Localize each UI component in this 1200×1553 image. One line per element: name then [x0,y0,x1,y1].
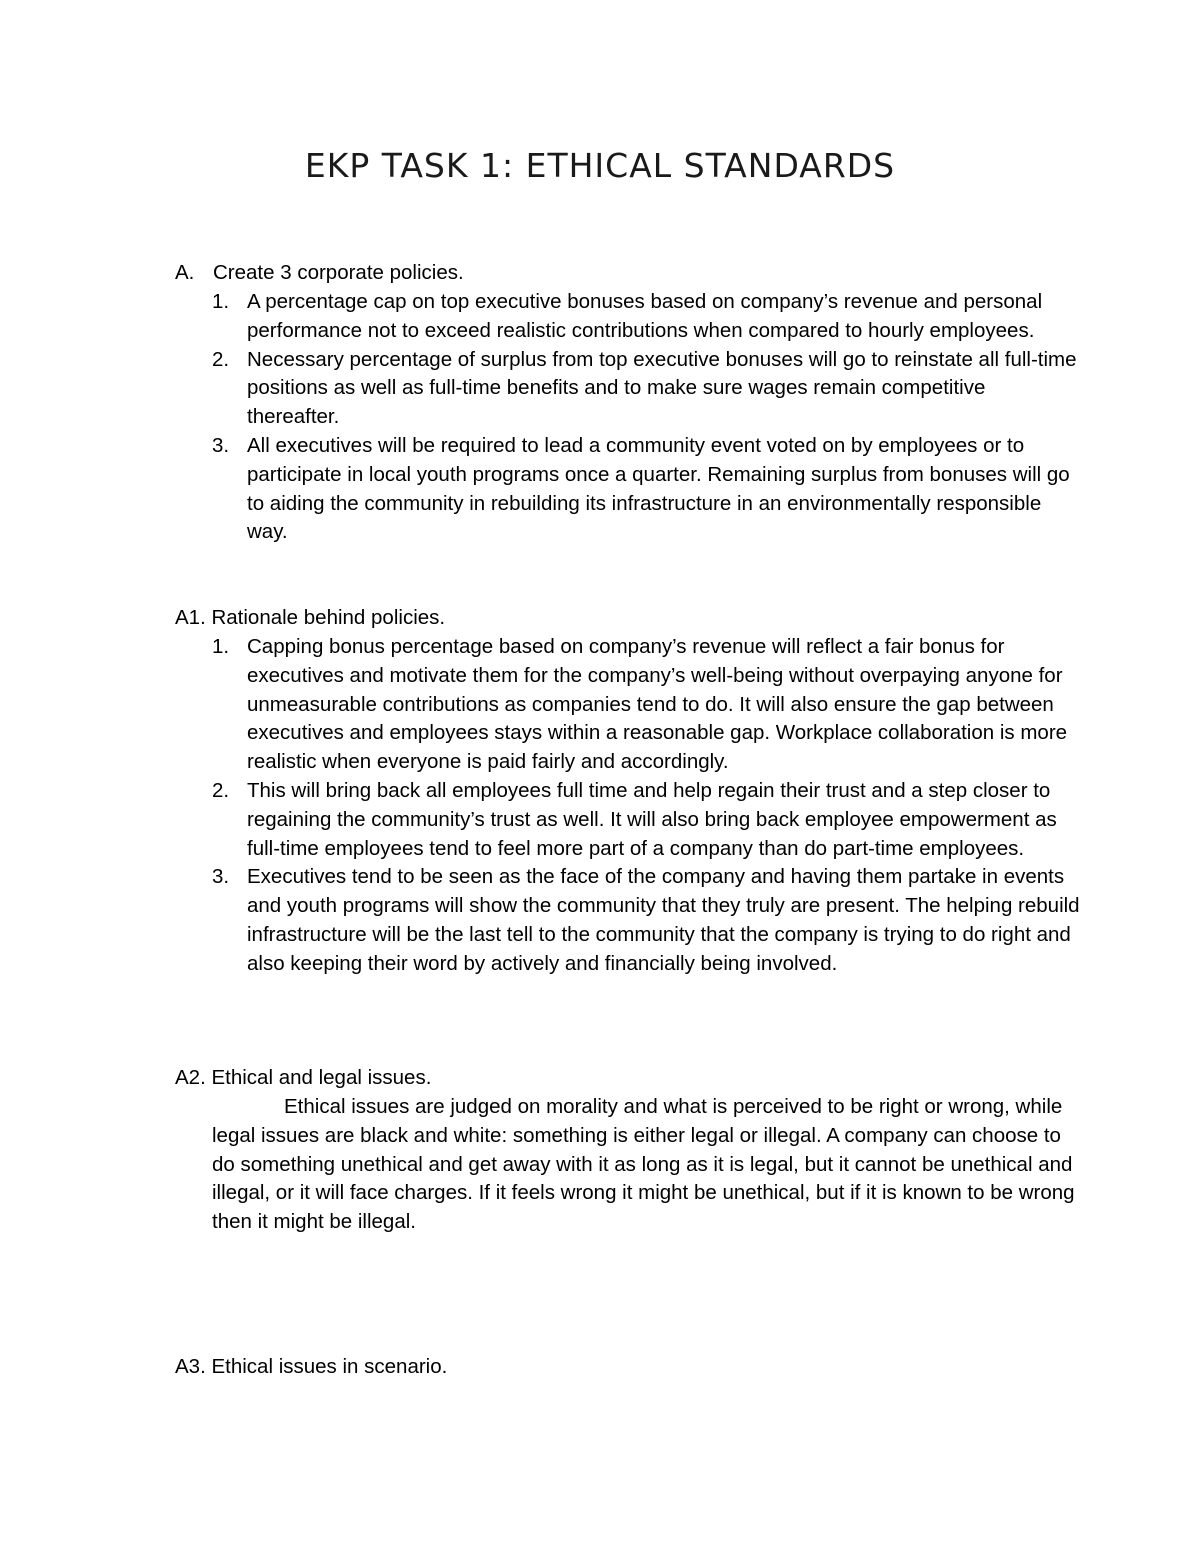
list-item [212,346,1082,432]
list-item-text: All executives will be required to lead a community event voted on by employees or to participate in local youth programs once a quarter. Remaining surplus from bonuses will go to aiding the community in rebuilding its infrastructure in an environmentally responsible way. [247,433,1070,544]
section-a-marker: A. [175,261,195,284]
section-a1-heading: A1. Rationale behind policies. [175,606,446,629]
list-item-text: Capping bonus percentage based on company’s revenue will reflect a fair bonus for executives and motivate them for the company’s well-being without overpaying anyone for unmeasurable contributions as companies tend to do. It will also ensure the gap between executives and employees stays within a reasonable gap. Workplace collaboration is more realistic when everyone is paid fairly and accordingly. [247,635,1068,774]
section-a3-heading: A3. Ethical issues in scenario. [175,1355,448,1378]
section-a2-heading: A2. Ethical and legal issues. [175,1066,432,1089]
section-a-heading [175,259,464,288]
list-item-text: A percentage cap on top executive bonuses based on company’s revenue and personal performance not to exceed realistic contributions when compared to hourly employees. [247,290,1043,342]
list-item [212,777,1082,863]
list-item [212,432,1082,547]
list-item-number: 2. [212,778,230,802]
section-a-list [212,288,1082,547]
list-item [212,633,1082,777]
list-item-number: 1. [212,290,230,313]
list-item [212,288,1082,346]
section-a-heading-text: Create 3 corporate policies. [213,261,464,284]
list-item-number: 3. [212,433,230,457]
list-item-number: 1. [212,635,230,658]
section-a2-paragraph: Ethical issues are judged on morality and what is perceived to be right or wrong, while legal issues are black and white: something is either legal or illegal. A company can choose to do something unethical and get away with it as long as it is legal, but it cannot be unethical and illegal, or it will face charges. If it feels wrong it might be unethical, but if it is known to be wrong then it might be illegal. [212,1095,1075,1234]
list-item-text: Executives tend to be seen as the face of the company and having them partake in events and youth programs will show the community that they truly are present. The helping rebuild infrastructure will be the last tell to the community that the company is trying to do right and also keeping their word by actively and financially being involved. [247,865,1080,975]
document-title: EKP TASK 1: ETHICAL STANDARDS [304,146,896,185]
list-item-text: This will bring back all employees full time and help regain their trust and a step closer to regaining the community’s trust as well. It will also bring back employee empowerment as full-time employees tend to feel more part of a company than do part-time employees. [247,778,1057,860]
list-item-text: Necessary percentage of surplus from top executive bonuses will go to reinstate all full-time positions as well as full-time benefits and to make sure wages remain competitive thereafter. [247,347,1077,429]
list-item [212,863,1082,978]
section-a1-list [212,633,1082,979]
list-item-number: 2. [212,347,230,371]
list-item-number: 3. [212,865,230,889]
